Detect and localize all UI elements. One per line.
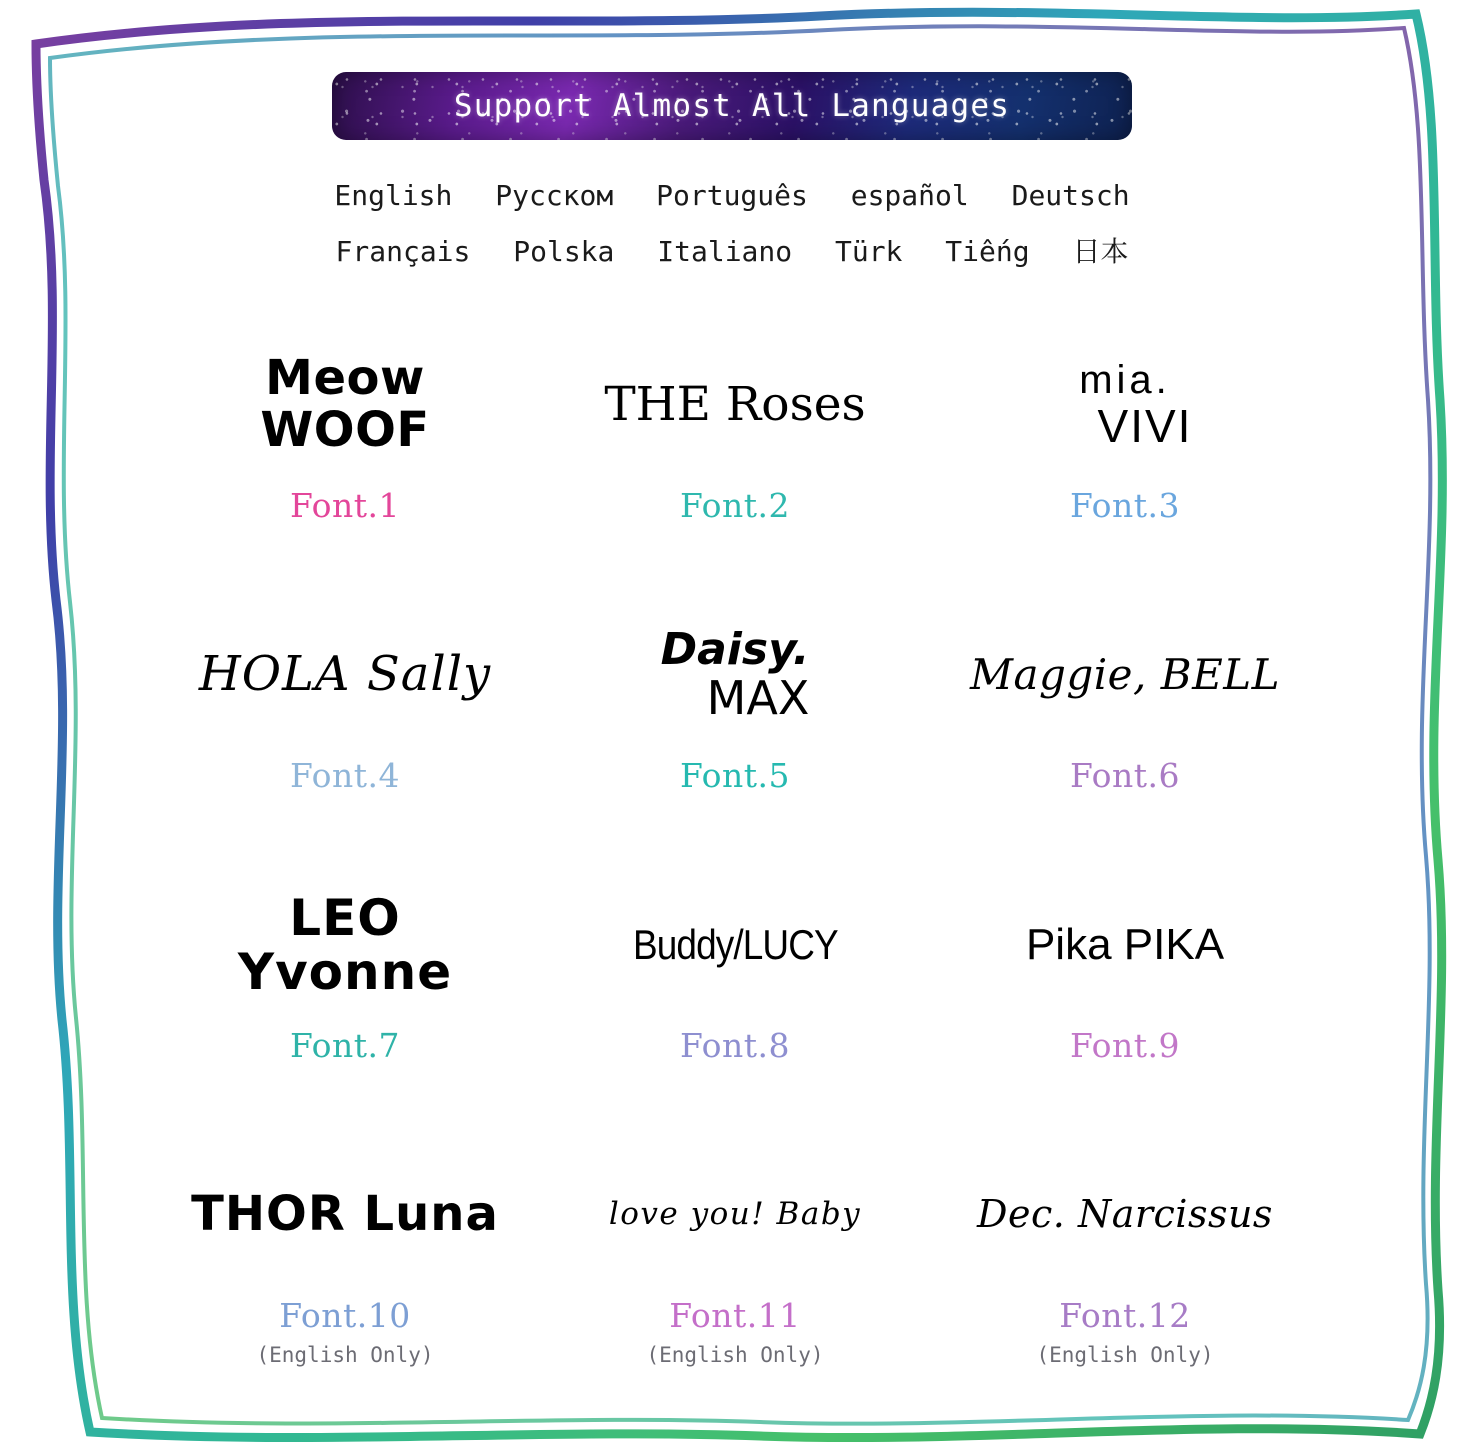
font-label: Font.10 [279, 1296, 411, 1335]
font-label: Font.5 [680, 756, 790, 795]
font-option-6[interactable] [930, 600, 1320, 870]
font-label: Font.1 [290, 486, 400, 525]
language-item: Français [335, 235, 471, 268]
sample-line-2: WOOF [260, 402, 430, 458]
language-item: 日本 [1072, 235, 1129, 268]
font-option-7[interactable] [150, 870, 540, 1140]
language-row-1 [0, 168, 1464, 224]
font-label: Font.4 [290, 756, 400, 795]
font-note: (English Only) [256, 1343, 434, 1367]
font-option-3[interactable] [930, 330, 1320, 600]
language-item: español [850, 179, 969, 212]
font-option-1[interactable] [150, 330, 540, 600]
font-label: Font.11 [669, 1296, 801, 1335]
font-sample-grid [150, 330, 1320, 1410]
font-option-2[interactable] [540, 330, 930, 600]
font-sample-preview [238, 870, 452, 1020]
font-option-5[interactable] [540, 600, 930, 870]
font-label: Font.8 [680, 1026, 790, 1065]
font-label: Font.3 [1070, 486, 1180, 525]
font-sample-preview [604, 330, 865, 480]
font-option-9[interactable] [930, 870, 1320, 1140]
sample-line-1: THE Roses [604, 376, 866, 432]
language-item: Deutsch [1011, 179, 1130, 212]
language-item: Türk [834, 235, 903, 268]
font-option-12[interactable] [930, 1140, 1320, 1410]
sample-line-1: Dec. Narcissus [977, 1192, 1273, 1237]
sample-line-1: THOR Luna [191, 1186, 499, 1243]
sample-line-1: Daisy. [660, 624, 810, 676]
font-sample-preview [970, 600, 1280, 750]
sample-line-1: Meow [265, 350, 425, 407]
font-sample-preview [633, 870, 838, 1020]
font-label: Font.12 [1059, 1296, 1191, 1335]
language-row-2 [0, 224, 1464, 280]
font-sample-preview [1058, 330, 1193, 480]
language-item: Polska [513, 235, 615, 268]
sample-line-1: Pika PIKA [1025, 920, 1225, 970]
sample-line-1: HOLA Sally [198, 646, 492, 703]
font-note: (English Only) [1036, 1343, 1214, 1367]
sample-line-2: VIVI [1097, 399, 1193, 452]
language-item: Italiano [657, 235, 793, 268]
banner-title: Support Almost All Languages [453, 88, 1011, 124]
font-option-4[interactable] [150, 600, 540, 870]
font-sample-preview [199, 600, 491, 750]
sample-line-1: Buddy/LUCY [632, 921, 838, 969]
font-note: (English Only) [646, 1343, 824, 1367]
supported-languages [0, 168, 1464, 280]
language-item: English [334, 179, 453, 212]
font-sample-preview [1026, 870, 1224, 1020]
sample-line-2: Yvonne [237, 943, 453, 1001]
sample-line-1: love you! Baby [608, 1196, 862, 1233]
font-label: Font.9 [1070, 1026, 1180, 1065]
language-item: Tiếng [945, 235, 1030, 268]
font-label: Font.7 [290, 1026, 400, 1065]
language-item: Русском [495, 179, 614, 212]
sample-line-1: Maggie, BELL [969, 650, 1281, 700]
sample-line-1: LEO [289, 889, 401, 947]
font-label: Font.6 [1070, 756, 1180, 795]
sample-line-1: mia. [1079, 357, 1171, 402]
language-item: Português [656, 179, 808, 212]
font-sample-preview [260, 330, 429, 480]
header-banner [332, 72, 1132, 140]
font-sample-preview [977, 1140, 1273, 1290]
font-option-8[interactable] [540, 870, 930, 1140]
font-label: Font.2 [680, 486, 790, 525]
font-sample-preview [661, 600, 810, 750]
font-sample-preview [609, 1140, 861, 1290]
font-option-11[interactable] [540, 1140, 930, 1410]
sample-line-2: MAX [706, 670, 810, 725]
font-option-10[interactable] [150, 1140, 540, 1410]
font-sample-preview [191, 1140, 499, 1290]
